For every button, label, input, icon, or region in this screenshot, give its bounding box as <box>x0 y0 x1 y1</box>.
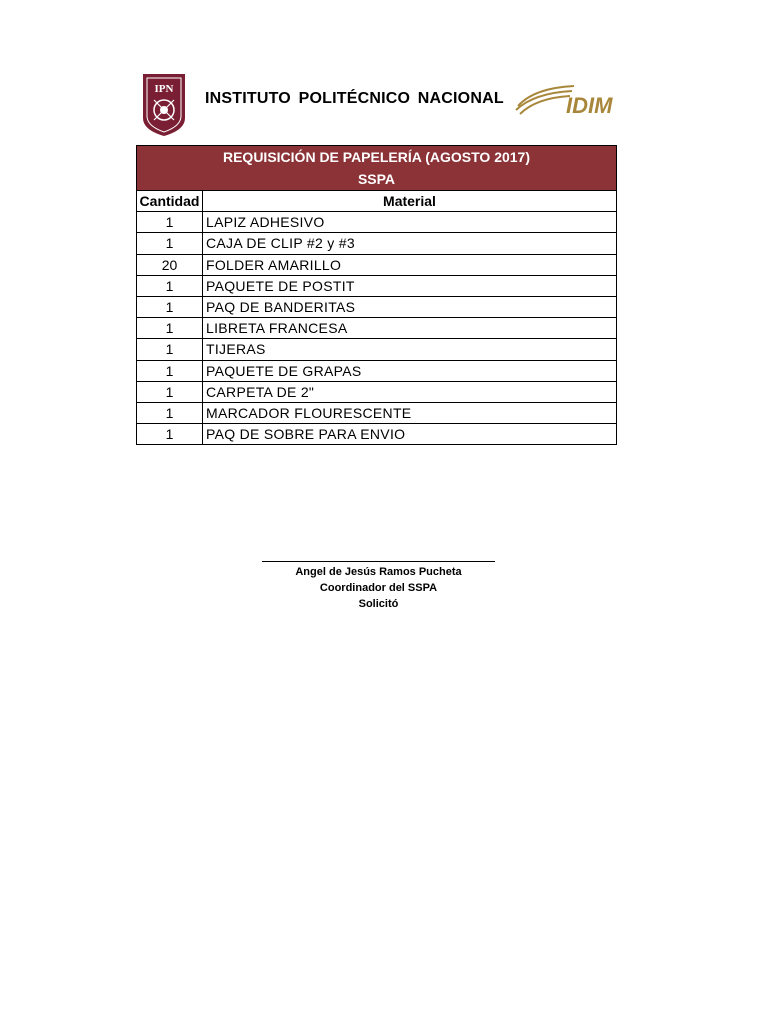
requisition-subtitle: SSPA <box>357 171 396 187</box>
table-row <box>137 402 617 423</box>
table-row <box>137 275 617 296</box>
signer-name: Angel de Jesús Ramos Pucheta <box>295 566 462 578</box>
idim-logo-text: IDIM <box>566 93 613 118</box>
table-title-row <box>137 146 617 191</box>
idim-logo <box>514 80 632 120</box>
signer-role: Coordinador del SSPA <box>319 582 438 594</box>
material-cell: CAJA DE CLIP #2 y #3 <box>203 233 617 254</box>
material-cell: TIJERAS <box>203 339 617 360</box>
qty-cell: 1 <box>137 212 203 233</box>
material-cell: LAPIZ ADHESIVO <box>203 212 617 233</box>
material-cell: PAQ DE BANDERITAS <box>203 296 617 317</box>
column-header-material: Material <box>203 191 617 212</box>
column-header-row <box>137 191 617 212</box>
material-cell: LIBRETA FRANCESA <box>203 318 617 339</box>
signature-line <box>262 561 495 562</box>
qty-cell: 1 <box>137 402 203 423</box>
institution-name: INSTITUTO POLITÉCNICO NACIONAL <box>205 90 504 107</box>
material-cell: MARCADOR FLOURESCENTE <box>203 402 617 423</box>
qty-cell: 1 <box>137 233 203 254</box>
material-cell: FOLDER AMARILLO <box>203 254 617 275</box>
table-row <box>137 212 617 233</box>
requisition-title: REQUISICIÓN DE PAPELERÍA (AGOSTO 2017) <box>222 149 531 165</box>
material-cell: PAQ DE SOBRE PARA ENVIO <box>203 424 617 445</box>
table-row <box>137 381 617 402</box>
table-row <box>137 233 617 254</box>
table-row <box>137 360 617 381</box>
qty-cell: 1 <box>137 296 203 317</box>
material-cell: PAQUETE DE GRAPAS <box>203 360 617 381</box>
qty-cell: 1 <box>137 381 203 402</box>
qty-cell: 1 <box>137 424 203 445</box>
material-cell: PAQUETE DE POSTIT <box>203 275 617 296</box>
qty-cell: 1 <box>137 275 203 296</box>
material-cell: CARPETA DE 2" <box>203 381 617 402</box>
ipn-logo <box>141 72 187 138</box>
qty-cell: 1 <box>137 318 203 339</box>
table-row <box>137 318 617 339</box>
table-row <box>137 339 617 360</box>
ipn-logo-text: IPN <box>154 83 174 95</box>
signer-action: Solicitó <box>358 598 399 610</box>
qty-cell: 20 <box>137 254 203 275</box>
requisition-table <box>136 145 617 445</box>
table-row <box>137 424 617 445</box>
qty-cell: 1 <box>137 339 203 360</box>
table-row <box>137 254 617 275</box>
table-row <box>137 296 617 317</box>
document-header <box>138 70 638 140</box>
column-header-cantidad: Cantidad <box>137 191 203 212</box>
signature-block <box>262 561 495 612</box>
qty-cell: 1 <box>137 360 203 381</box>
